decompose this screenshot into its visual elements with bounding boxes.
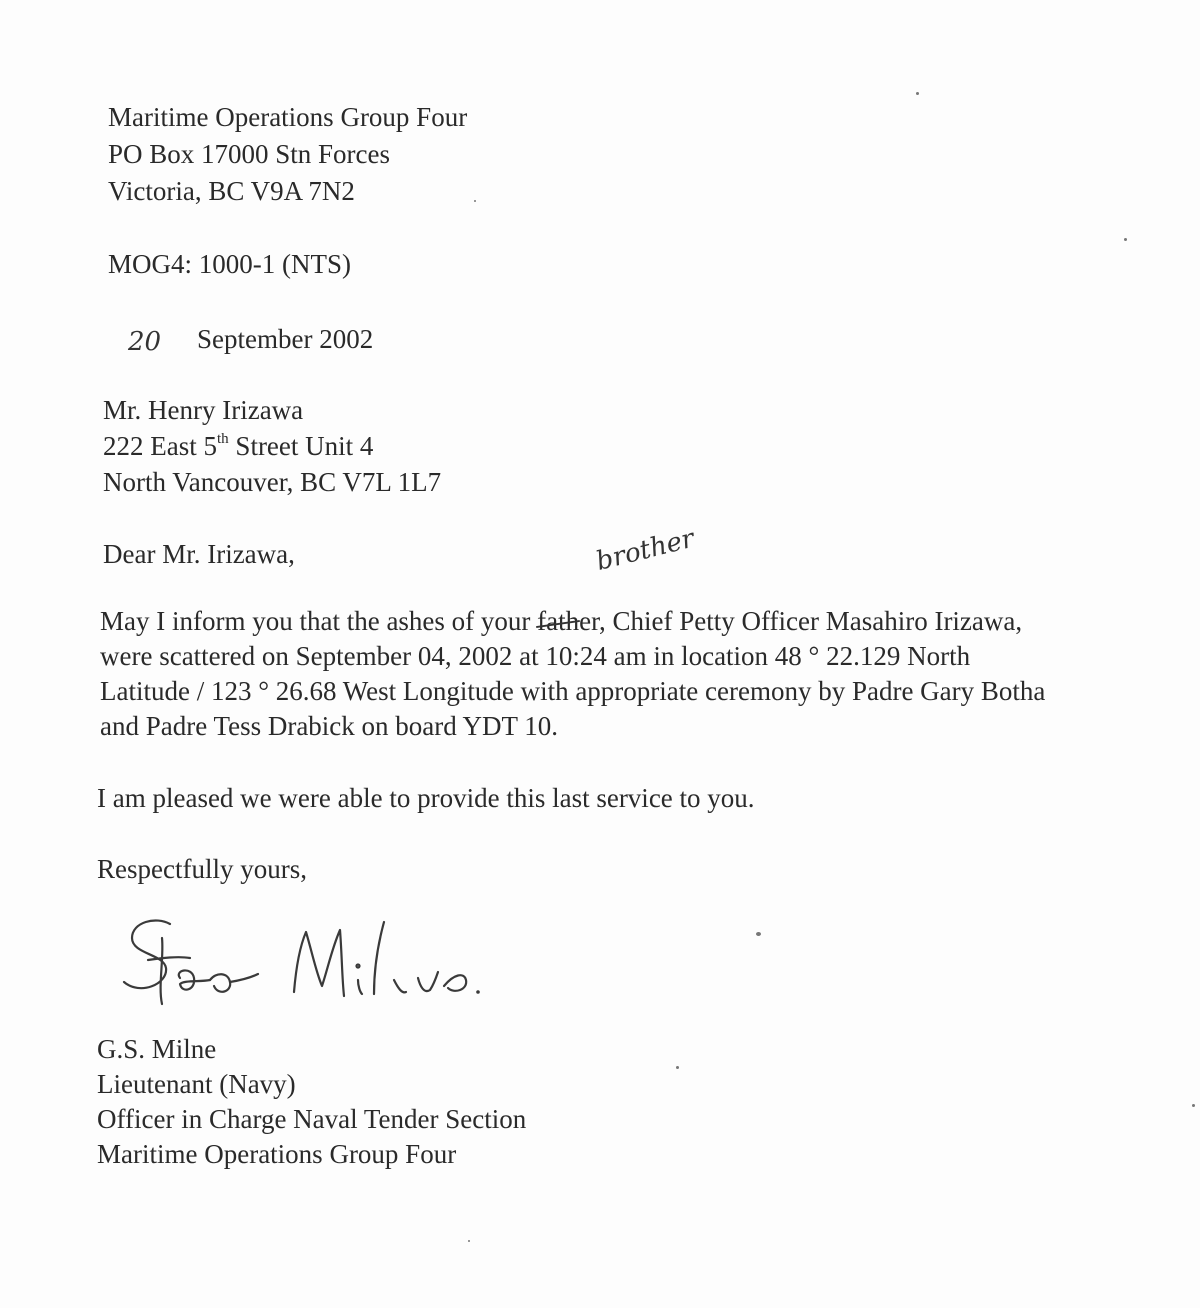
closing: Respectfully yours, [97,854,307,884]
body-line-4: and Padre Tess Drabick on board YDT 10. [100,711,559,741]
body-line-3: Latitude / 123 ° 26.68 West Longitude with appropriate ceremony by Padre Gary Botha [100,676,1046,706]
sender-line-2: PO Box 17000 Stn Forces [108,139,391,169]
recipient-city: North Vancouver, BC V7L 1L7 [103,467,442,497]
salutation: Dear Mr. Irizawa, [103,539,295,569]
body-line-1 [100,608,1022,635]
date-day-handwritten: 20 [128,327,162,357]
scan-speck [1124,238,1127,241]
body-line-1-before: May I inform you that the ashes of your [100,606,538,636]
signatory-rank: Lieutenant (Navy) [97,1069,296,1099]
street-superscript: th [217,431,229,447]
scan-speck [916,92,919,95]
signature-image [118,908,498,1018]
signatory-name: G.S. Milne [97,1034,217,1064]
sender-line-1: Maritime Operations Group Four [108,102,468,132]
scan-speck [676,1066,679,1069]
scan-speck [756,932,761,936]
recipient-name: Mr. Henry Irizawa [103,395,304,425]
body-line-2: were scattered on September 04, 2002 at 10:24 am in location 48 ° 22.129 North [100,641,971,671]
signatory-title: Officer in Charge Naval Tender Section [97,1104,527,1134]
struck-word: fath [537,606,580,636]
recipient-street [103,432,373,460]
signatory-unit: Maritime Operations Group Four [97,1139,457,1169]
scan-speck [474,200,476,202]
scan-speck [468,1240,470,1242]
sender-line-3: Victoria, BC V9A 7N2 [108,176,355,206]
body-paragraph-2: I am pleased we were able to provide this last service to you. [97,783,755,813]
body-line-1-after: er, Chief Petty Officer Masahiro Irizawa, [579,606,1023,636]
scan-speck [1192,1104,1195,1107]
street-suffix: Street Unit 4 [228,431,374,461]
date-month-year: September 2002 [197,324,374,354]
file-reference: MOG4: 1000-1 (NTS) [108,249,351,279]
street-prefix: 222 East 5 [103,431,217,461]
handwritten-correction: brother [593,523,698,577]
